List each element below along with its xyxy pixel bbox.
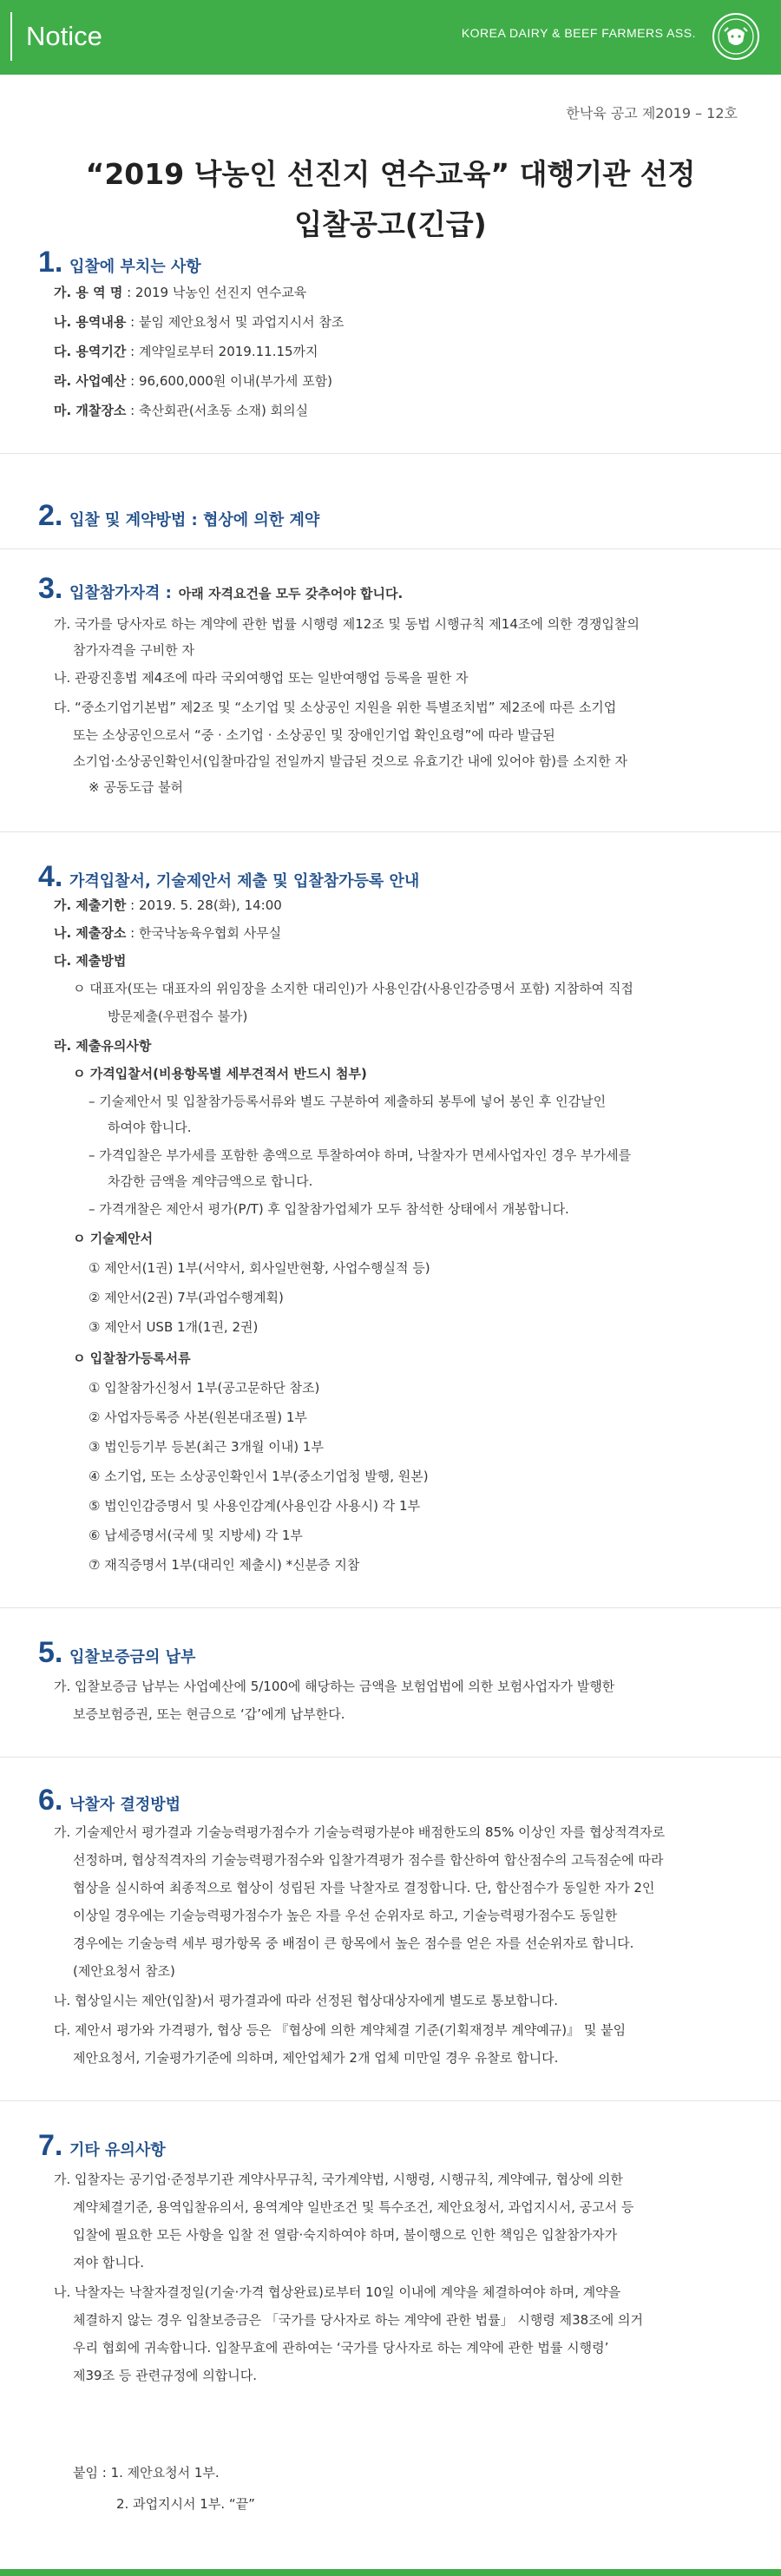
s6-line: 제안요청서, 기술평가기준에 의하며, 제안업체가 2개 업체 미만일 경우 유찰로 합니다.: [73, 2050, 559, 2066]
s6-line: 협상을 실시하여 최종적으로 협상이 성립된 자를 낙찰자로 결정합니다. 단, 합산점수가 동일한 자가 2인: [73, 1880, 655, 1896]
title-line-1: “2019 낙농인 선진지 연수교육” 대행기관 선정: [85, 157, 696, 191]
document-number: 한낙육 공고 제2019 – 12호: [566, 105, 738, 122]
s6-line: 가. 기술제안서 평가결과 기술능력평가점수가 기술능력평가분야 배점한도의 85% 이상인 자를 협상적격자로: [54, 1824, 666, 1840]
section-3-heading: [38, 566, 750, 604]
s1-item-3-value: : 계약일로부터 2019.11.15까지: [126, 344, 318, 359]
s1-item-1-label: 가. 용 역 명: [54, 285, 123, 300]
section-2-heading: [38, 493, 750, 531]
s4-tech-line: ① 제안서(1권) 1부(서약서, 회사일반현황, 사업수행실적 등): [89, 1260, 430, 1276]
s3-line: 소기업·소상공인확인서(입찰마감일 전일까지 발급된 것으로 유효기간 내에 있어야 함)를 소지한 자: [73, 753, 627, 769]
s4-reg-line: ⑤ 법인인감증명서 및 사용인감계(사용인감 사용시) 각 1부: [89, 1498, 421, 1514]
s4-place-label: 나. 제출장소: [54, 925, 127, 941]
s4-reg-line: ② 사업자등록증 사본(원본대조필) 1부: [89, 1410, 307, 1425]
association-name: KOREA DAIRY & BEEF FARMERS ASS.: [461, 26, 696, 40]
section-6: [38, 1778, 750, 1816]
section-3-number: 3.: [38, 572, 63, 605]
divider: [0, 453, 781, 454]
s7-line: 계약체결기준, 용역입찰유의서, 용역계약 일반조건 및 특수조건, 제안요청서, 과업지시서, 공고서 등: [73, 2199, 634, 2215]
s4-method-line: 방문제출(우편접수 불가): [108, 1009, 248, 1024]
section-5-number: 5.: [38, 1636, 63, 1669]
section-4-title: 가격입찰서, 기술제안서 제출 및 입찰참가등록 안내: [69, 872, 420, 890]
s4-reg-line: ⑦ 재직증명서 1부(대리인 제출시) *신분증 지참: [89, 1557, 360, 1573]
s3-line: 나. 관광진흥법 제4조에 따라 국외여행업 또는 일반여행업 등록을 필한 자: [54, 670, 469, 686]
section-6-heading: [38, 1778, 750, 1816]
s4-tech-line: ② 제안서(2권) 7부(과업수행계획): [89, 1290, 284, 1305]
s7-line: 져야 합니다.: [73, 2255, 144, 2270]
s7-line: 우리 협회에 귀속합니다. 입찰무효에 관하여는 ‘국가를 당사자로 하는 계약에 관한 법률 시행령’: [73, 2340, 609, 2356]
s4-notes-label: 라. 제출유의사항: [54, 1038, 152, 1054]
s4-method-line: ㅇ 대표자(또는 대표자의 위임장을 소지한 대리인)가 사용인감(사용인감증명서 포함) 지참하여 직접: [73, 981, 633, 996]
s4-price-line: – 가격입찰은 부가세를 포함한 총액으로 투찰하여야 하며, 낙찰자가 면세사업자인 경우 부가세를: [89, 1147, 632, 1163]
s1-item-4: [54, 371, 332, 391]
section-3: [38, 566, 750, 604]
s4-price-line: 하여야 합니다.: [108, 1120, 192, 1135]
s4-deadline-value: : 2019. 5. 28(화), 14:00: [126, 897, 282, 913]
s4-tech-line: ③ 제안서 USB 1개(1권, 2권): [89, 1319, 259, 1335]
s4-deadline-label: 가. 제출기한: [54, 897, 127, 913]
section-6-title: 낙찰자 결정방법: [69, 1796, 180, 1814]
attachment-line-1: 붙임 : 1. 제안요청서 1부.: [73, 2465, 220, 2481]
section-3-title-note: 아래 자격요건을 모두 갖추어야 합니다.: [178, 586, 404, 601]
s4-tech-head: ㅇ 기술제안서: [73, 1231, 154, 1246]
s3-line: 가. 국가를 당사자로 하는 계약에 관한 법률 시행령 제12조 및 동법 시행규칙 제14조에 의한 경쟁입찰의: [54, 616, 640, 632]
notice-label: Notice: [10, 12, 102, 61]
s7-line: 체결하지 않는 경우 입찰보증금은 「국가를 당사자로 하는 계약에 관한 법률」 시행령 제38조에 의거: [73, 2312, 643, 2328]
s7-line: 가. 입찰자는 공기업·준정부기관 계약사무규칙, 국가계약법, 시행령, 시행규칙, 계약예규, 협상에 의한: [54, 2172, 623, 2187]
divider: [0, 1607, 781, 1608]
s4-place: [54, 923, 281, 943]
section-6-number: 6.: [38, 1784, 63, 1817]
s6-line: 나. 협상일시는 제안(입찰)서 평가결과에 따라 선정된 협상대상자에게 별도로 통보합니다.: [54, 1993, 559, 2008]
s1-item-3-label: 다. 용역기간: [54, 344, 127, 359]
s7-line: 입찰에 필요한 모든 사항을 입찰 전 열람·숙지하여야 하며, 불이행으로 인한 책임은 입찰참가자가: [73, 2227, 618, 2243]
s1-item-3: [54, 342, 318, 361]
section-2: [38, 493, 750, 531]
s4-reg-line: ⑥ 납세증명서(국세 및 지방세) 각 1부: [89, 1528, 303, 1543]
s1-item-1-value: : 2019 낙농인 선진지 연수교육: [122, 285, 307, 300]
s3-line: 또는 소상공인으로서 “중 · 소기업 · 소상공인 및 장애인기업 확인요령”에 따라 발급된: [73, 727, 555, 743]
section-4-heading: [38, 854, 750, 892]
s6-line: 이상일 경우에는 기술능력평가점수가 높은 자를 우선 순위자로 하고, 기술능력평가점수도 동일한: [73, 1908, 618, 1923]
s1-item-4-value: : 96,600,000원 이내(부가세 포함): [126, 373, 333, 389]
s4-price-line: – 기술제안서 및 입찰참가등록서류와 별도 구분하여 제출하되 봉투에 넣어 봉인 후 인감날인: [89, 1094, 607, 1109]
section-4: [38, 854, 750, 892]
section-1-heading: [38, 240, 750, 278]
s3-line: 참가자격을 구비한 자: [73, 642, 194, 658]
s4-reg-line: ③ 법인등기부 등본(최근 3개월 이내) 1부: [89, 1439, 324, 1455]
s1-item-5-label: 마. 개찰장소: [54, 403, 127, 418]
section-1: [38, 240, 750, 278]
s4-price-line: 차감한 금액을 계약금액으로 합니다.: [108, 1173, 313, 1189]
section-2-number: 2.: [38, 499, 63, 532]
page-title: [0, 149, 781, 250]
section-4-number: 4.: [38, 860, 63, 893]
s6-line: 다. 제안서 평가와 가격평가, 협상 등은 『협상에 의한 계약체결 기준(기획재정부 계약예규)』 및 붙임: [54, 2022, 627, 2038]
section-7: [38, 2123, 750, 2161]
s4-reg-line: ④ 소기업, 또는 소상공인확인서 1부(중소기업청 발행, 원본): [89, 1469, 429, 1484]
section-7-title: 기타 유의사항: [69, 2141, 166, 2159]
s3-note: ※ 공동도급 불허: [89, 779, 184, 795]
s5-line: 가. 입찰보증금 납부는 사업예산에 5/100에 해당하는 금액을 보험업법에 의한 보험사업자가 발행한: [54, 1679, 615, 1694]
divider: [0, 2100, 781, 2101]
s1-item-5-value: : 축산회관(서초동 소재) 회의실: [126, 403, 309, 418]
s6-line: 선정하며, 협상적격자의 기술능력평가점수와 입찰가격평가 점수를 합산하여 합산점수의 고득점순에 따라: [73, 1852, 664, 1868]
s1-item-2: [54, 312, 344, 332]
section-5-heading: [38, 1630, 750, 1668]
s4-price-head: ㅇ 가격입찰서(비용항목별 세부견적서 반드시 첨부): [73, 1066, 367, 1081]
section-3-title: 입찰참가자격 :: [69, 584, 172, 602]
divider: [0, 1757, 781, 1758]
s4-reg-line: ① 입찰참가신청서 1부(공고문하단 참조): [89, 1380, 320, 1396]
divider: [0, 831, 781, 832]
association-emblem-icon: [712, 12, 760, 61]
s3-line: 다. “중소기업기본법” 제2조 및 “소기업 및 소상공인 지원을 위한 특별조치법” 제2조에 따른 소기업: [54, 700, 617, 715]
s1-item-4-label: 라. 사업예산: [54, 373, 127, 389]
section-5-title: 입찰보증금의 납부: [69, 1648, 196, 1666]
section-1-number: 1.: [38, 246, 63, 279]
title-line-2: 입찰공고(긴급): [294, 207, 487, 241]
s1-item-2-label: 나. 용역내용: [54, 314, 127, 330]
s4-method-label: 다. 제출방법: [54, 953, 127, 969]
s4-price-line: – 가격개찰은 제안서 평가(P/T) 후 입찰참가업체가 모두 참석한 상태에서 개봉합니다.: [89, 1201, 569, 1217]
s1-item-1: [54, 283, 306, 302]
s4-reg-head: ㅇ 입찰참가등록서류: [73, 1350, 191, 1366]
header-bar: [0, 0, 781, 75]
s7-line: 제39조 등 관련규정에 의합니다.: [73, 2368, 258, 2383]
s4-place-value: : 한국낙농육우협회 사무실: [126, 925, 282, 941]
footer-bar: [0, 2569, 781, 2576]
section-7-heading: [38, 2123, 750, 2161]
section-5: [38, 1630, 750, 1668]
s1-item-2-value: : 붙임 제안요청서 및 과업지시서 참조: [126, 314, 345, 330]
s5-line: 보증보험증권, 또는 현금으로 ‘갑’에게 납부한다.: [73, 1706, 345, 1722]
attachment-line-2: 2. 과업지시서 1부. “끝”: [116, 2496, 255, 2512]
section-2-title: 입찰 및 계약방법 : 협상에 의한 계약: [69, 511, 320, 529]
section-1-title: 입찰에 부치는 사항: [69, 258, 201, 276]
s7-line: 나. 낙찰자는 낙찰자결정일(기술·가격 협상완료)로부터 10일 이내에 계약을 체결하여야 하며, 계약을: [54, 2284, 621, 2300]
s4-deadline: [54, 896, 282, 915]
s6-line: (제안요청서 참조): [73, 1963, 175, 1979]
section-7-number: 7.: [38, 2129, 63, 2162]
s1-item-5: [54, 401, 308, 420]
s6-line: 경우에는 기술능력 세부 평가항목 중 배점이 큰 항목에서 높은 점수를 얻은 자를 선순위자로 합니다.: [73, 1935, 634, 1951]
